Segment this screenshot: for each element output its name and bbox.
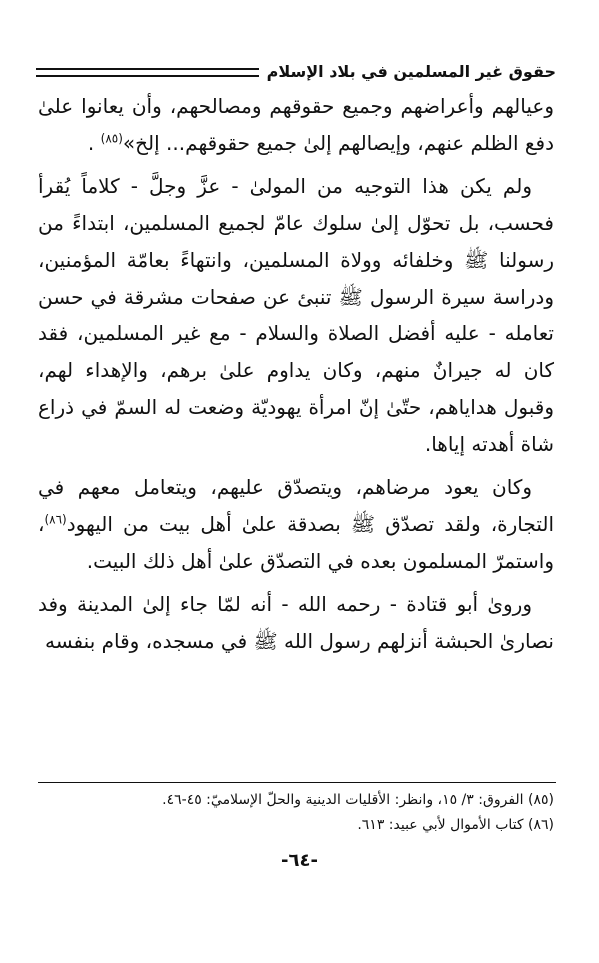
running-header — [36, 56, 556, 86]
paragraph-1-end: . — [87, 130, 95, 155]
footnote-ref-86[interactable]: (٨٦) — [44, 512, 67, 527]
paragraph-3 — [38, 469, 554, 580]
page-number: -٦٤- — [281, 850, 318, 871]
main-text — [38, 88, 554, 660]
paragraph-3-text-b: ، واستمرّ المسلمون بعده في التصدّق علىٰ أهل ذلك البيت. — [38, 511, 554, 573]
footnote-85: (٨٥) الفروق: ٣/ ١٥، وانظر: الأقليات الدينية والحلّ الإسلاميّ: ٤٥-٤٦. — [162, 792, 554, 808]
footnote-ref-85[interactable]: (٨٥) — [100, 131, 123, 146]
paragraph-3-text-a: وكان يعود مرضاهم، ويتصدّق عليهم، ويتعامل معهم في التجارة، ولقد تصدّق ﷺ بصدقة علىٰ أهل بيت من اليهود — [38, 475, 554, 536]
running-header-title: حقوق غير المسلمين في بلاد الإسلام — [266, 61, 556, 81]
footnotes — [38, 788, 554, 838]
footnote-86: (٨٦) كتاب الأموال لأبي عبيد: ٦١٣. — [357, 817, 554, 833]
paragraph-1-text: وعيالهم وأعراضهم وجميع حقوقهم ومصالحهم، وأن يعانوا علىٰ دفع الظلم عنهم، وإيصالهم إلىٰ جميع حقوقهم... إلخ» — [38, 94, 554, 155]
paragraph-1 — [38, 88, 554, 162]
footnote-divider — [38, 782, 556, 783]
header-double-rule — [36, 68, 259, 77]
paragraph-2: ولم يكن هذا التوجيه من المولىٰ - عزَّ وجلَّ - كلاماً يُقرأ فحسب، بل تحوّل إلىٰ سلوك عامّ لجميع المسلمين، ابتداءً من رسولنا ﷺ وخلفائه وولاة المسلمين، وانتهاءً بعامّة المؤمنين، ودراسة سيرة الرسول ﷺ تنبئ عن صفحات مشرقة في حسن تعامله - عليه أفضل الصلاة والسلام - مع غير المسلمين، فقد كان له جيرانٌ منهم، وكان يداوم علىٰ برهم، والإهداء لهم، وقبول هداياهم، حتّىٰ إنّ امرأة يهوديّة وضعت له السمّ في ذراع شاة أهدته إياها. — [38, 173, 554, 457]
paragraph-4: وروىٰ أبو قتادة - رحمه الله - أنه لمّا جاء إلىٰ المدينة وفد نصارىٰ الحبشة أنزلهم رسول الله ﷺ في مسجده، وقام بنفسه — [38, 591, 554, 653]
